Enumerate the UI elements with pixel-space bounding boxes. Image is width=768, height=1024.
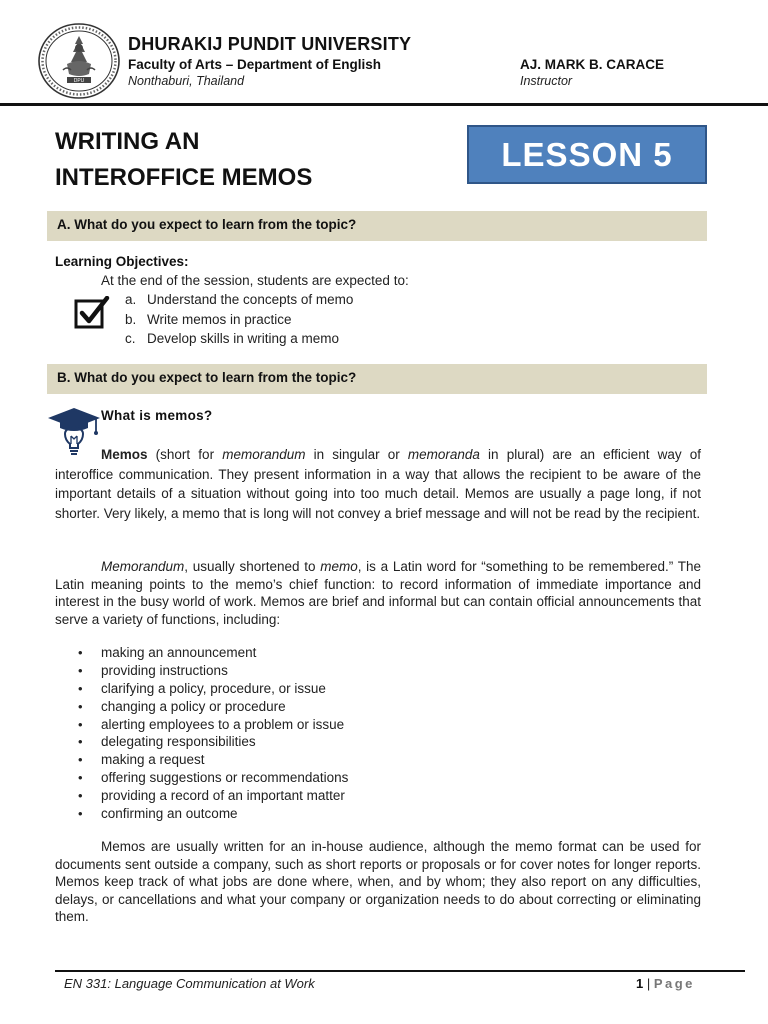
italic-term: Memorandum — [101, 559, 185, 574]
page-title — [55, 124, 312, 196]
paragraph-memorandum-origin — [55, 558, 701, 628]
objectives-heading: Learning Objectives: — [55, 254, 189, 269]
page-separator: | — [643, 976, 654, 991]
objective-text: Understand the concepts of memo — [147, 292, 354, 307]
instructor-name: AJ. MARK B. CARACE — [520, 57, 665, 72]
section-b-heading: B. What do you expect to learn from the topic? — [47, 364, 707, 394]
header-divider — [0, 103, 768, 106]
italic-term: memorandum — [222, 447, 306, 462]
list-item: • delegating responsibilities — [78, 733, 348, 751]
objective-letter: a. — [125, 292, 137, 307]
text-run: , usually shortened to — [184, 559, 321, 574]
list-item: • clarifying a policy, procedure, or issue — [78, 680, 348, 698]
page-number-value: 1 — [636, 976, 644, 991]
list-item: • providing instructions — [78, 662, 348, 680]
objectives-intro: At the end of the session, students are expected to: — [101, 273, 409, 288]
list-item: • changing a policy or procedure — [78, 698, 348, 716]
seal-text: DPU — [73, 78, 85, 84]
page-number — [636, 976, 695, 991]
checkbox-checked-icon — [74, 296, 110, 330]
list-item: • making an announcement — [78, 644, 348, 662]
objective-letter: b. — [125, 312, 137, 327]
paragraph-memos-definition — [55, 445, 701, 523]
faculty-name: Faculty of Arts – Department of English — [128, 57, 382, 72]
italic-term: memoranda — [407, 447, 480, 462]
section-a-heading: A. What do you expect to learn from the topic? — [47, 211, 707, 241]
instructor-role: Instructor — [520, 74, 573, 88]
bold-term: Memos — [101, 447, 148, 462]
list-item: • providing a record of an important matter — [78, 787, 348, 805]
text-run: (short for — [147, 447, 223, 462]
text-run: in singular or — [305, 447, 408, 462]
objective-letter: c. — [125, 331, 136, 346]
objective-text: Develop skills in writing a memo — [147, 331, 340, 346]
objective-text: Write memos in practice — [147, 312, 292, 327]
university-location: Nonthaburi, Thailand — [128, 74, 245, 88]
course-name: EN 331: Language Communication at Work — [64, 976, 315, 991]
list-item: • making a request — [78, 751, 348, 769]
footer-divider — [55, 970, 745, 972]
university-name: DHURAKIJ PUNDIT UNIVERSITY — [128, 34, 412, 54]
text-run: in plural) are an efficient way of interoffice communication. They present information in a way that allows the recipient to be aware of the important details of a situation without going into too much detail. Memos are usually a page long, if not shorter. Very likely, a memo that is long will not convey a brief message and will not be read by the recipient. — [55, 447, 701, 521]
functions-list — [78, 644, 348, 823]
university-seal-icon — [37, 22, 121, 100]
text-run: , is a Latin word for “something to be remembered.” The Latin meaning points to the memo’s chief function: to record information of immediate importance and interest in the busy world of work. Memos are brief and informal but can contain official announcements that serve a variety of functions, including: — [55, 559, 701, 627]
subsection-heading: What is memos? — [101, 408, 213, 423]
italic-term: memo — [320, 559, 358, 574]
lesson-badge: LESSON 5 — [467, 125, 707, 184]
list-item: • confirming an outcome — [78, 805, 348, 823]
text-run: Memos are usually written for an in-house audience, although the memo format can be used for documents sent outside a company, such as short reports or proposals or for cover notes for longer reports. Memos keep track of what jobs are done where, when, and by whom; they also report on any difficulties, delays, or cancellations and what your company or organization needs to do about correcting or eliminating them. — [55, 839, 701, 924]
page-label: Page — [653, 976, 695, 991]
list-item: • alerting employees to a problem or issue — [78, 716, 348, 734]
title-line-2: INTEROFFICE MEMOS — [55, 164, 313, 191]
list-item: • offering suggestions or recommendations — [78, 769, 348, 787]
paragraph-memo-audience — [55, 838, 701, 926]
title-line-1: WRITING AN — [55, 128, 200, 155]
